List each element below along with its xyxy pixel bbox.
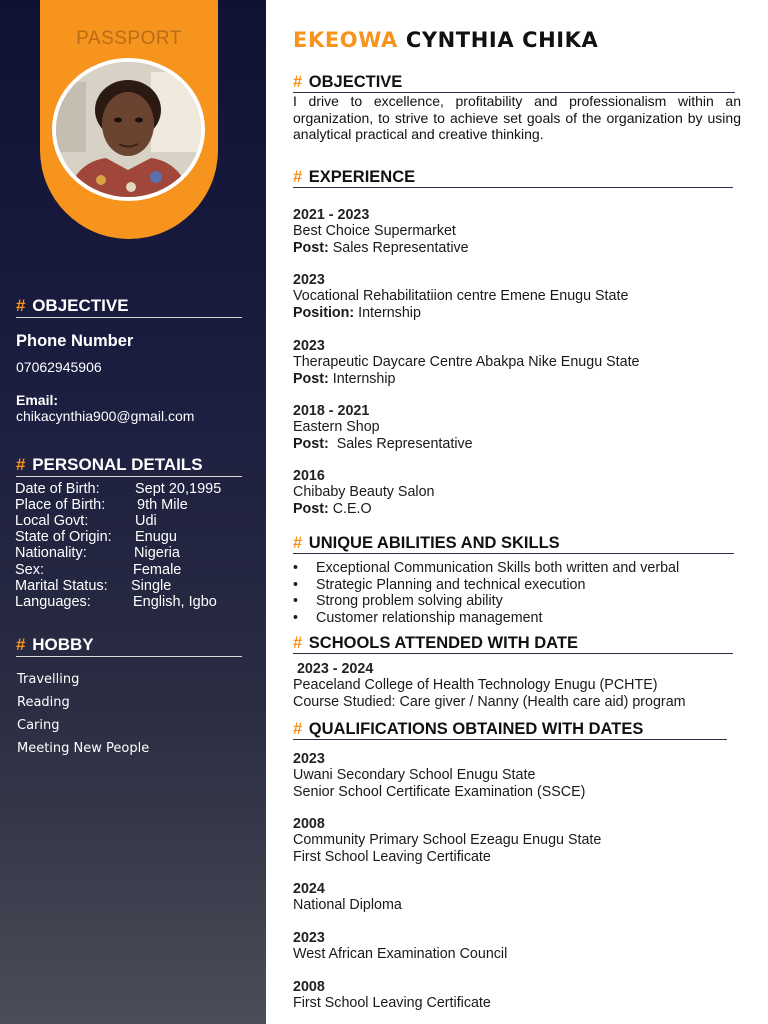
personal-row	[15, 529, 177, 545]
experience-role	[293, 371, 640, 387]
heading-text: UNIQUE ABILITIES AND SKILLS	[308, 534, 560, 552]
experience-entry	[293, 468, 434, 517]
other-names: CYNTHIA CHIKA	[405, 28, 599, 52]
experience-place: Eastern Shop	[293, 419, 380, 436]
personal-label: State of Origin:	[15, 529, 112, 545]
skills-heading	[293, 534, 734, 554]
school-years: 2023 - 2024	[293, 661, 374, 677]
personal-row	[15, 545, 180, 561]
qualification-line: Senior School Certificate Examination (SSCE)	[293, 783, 586, 800]
role-label: Post:	[293, 435, 329, 452]
schools-heading	[293, 634, 733, 654]
experience-role	[293, 436, 473, 452]
experience-place: Best Choice Supermarket	[293, 223, 456, 240]
sidebar	[0, 0, 266, 1024]
role-label: Post:	[293, 370, 329, 387]
qualification-entry	[293, 881, 402, 914]
heading-text: OBJECTIVE	[32, 296, 129, 315]
hobby-item: Caring	[17, 718, 60, 733]
experience-entry	[293, 338, 640, 387]
qualification-line: Community Primary School Ezeagu Enugu State	[293, 832, 602, 849]
personal-row	[15, 578, 172, 594]
passport-label: PASSPORT	[76, 28, 182, 49]
personal-details-heading	[16, 455, 242, 477]
personal-label: Sex:	[15, 562, 45, 578]
personal-row	[15, 562, 182, 578]
phone-label: Phone Number	[16, 332, 134, 350]
experience-role	[293, 240, 469, 256]
personal-row	[15, 481, 222, 497]
experience-years: 2016	[293, 468, 325, 484]
qualification-line: First School Leaving Certificate	[293, 848, 491, 865]
qualification-entry	[293, 930, 507, 963]
role-label: Post:	[293, 239, 329, 256]
qualification-line: First School Leaving Certificate	[293, 995, 491, 1012]
experience-years: 2023	[293, 272, 325, 288]
qualification-entry	[293, 751, 585, 800]
experience-role	[293, 305, 628, 321]
skill-item	[293, 593, 679, 610]
passport-tab	[40, 0, 218, 239]
qualification-entry	[293, 816, 601, 865]
role-value: C.E.O	[328, 500, 372, 517]
heading-text: EXPERIENCE	[308, 168, 416, 186]
skill-text: Strong problem solving ability	[316, 593, 503, 609]
bullet-icon: •	[293, 593, 299, 609]
hobby-heading	[16, 635, 242, 657]
hash-mark: #	[16, 296, 26, 315]
personal-value: Female	[133, 562, 182, 578]
personal-label: Place of Birth:	[15, 497, 106, 513]
experience-place: Vocational Rehabilitatiion centre Emene Enugu State	[293, 288, 629, 305]
personal-label: Nationality:	[15, 545, 87, 561]
personal-row	[15, 513, 157, 529]
full-name	[293, 28, 598, 52]
objective-heading	[293, 73, 735, 93]
heading-text: QUALIFICATIONS OBTAINED WITH DATES	[308, 720, 644, 738]
personal-row	[15, 497, 188, 513]
personal-label: Local Govt:	[15, 513, 89, 529]
personal-value: Enugu	[135, 529, 177, 545]
first-name: EKEOWA	[293, 28, 398, 52]
profile-photo	[52, 58, 205, 201]
role-label: Post:	[293, 500, 329, 517]
experience-entry	[293, 207, 469, 256]
skills-list	[293, 560, 679, 626]
qualification-year: 2008	[293, 816, 325, 832]
role-value: Sales Representative	[328, 239, 469, 256]
skill-item	[293, 560, 679, 577]
sidebar-objective-heading	[16, 296, 242, 318]
qualification-entry	[293, 979, 491, 1012]
hobby-item: Meeting New People	[17, 741, 150, 756]
skill-text: Strategic Planning and technical execution	[316, 576, 586, 593]
personal-label: Marital Status:	[15, 578, 108, 594]
hash-mark: #	[293, 634, 303, 652]
qualification-line: National Diploma	[293, 897, 402, 914]
experience-heading	[293, 168, 733, 188]
hash-mark: #	[293, 168, 303, 186]
personal-label: Languages:	[15, 594, 91, 610]
bullet-icon: •	[293, 609, 299, 626]
qualification-year: 2008	[293, 979, 325, 995]
personal-value: 9th Mile	[137, 497, 188, 513]
role-label: Position:	[293, 304, 355, 321]
qualification-line: Uwani Secondary School Enugu State	[293, 767, 536, 784]
experience-place: Therapeutic Daycare Centre Abakpa Nike Enugu State	[293, 354, 640, 371]
personal-row	[15, 594, 217, 610]
skill-text: Exceptional Communication Skills both written and verbal	[316, 560, 680, 576]
hash-mark: #	[16, 635, 26, 654]
skill-item	[293, 610, 679, 627]
school-entry	[293, 661, 686, 710]
heading-text: SCHOOLS ATTENDED WITH DATE	[308, 634, 578, 652]
experience-entry	[293, 272, 628, 321]
heading-text: HOBBY	[32, 635, 94, 654]
objective-text: I drive to excellence, profitability and professionalism within an organization, to strive to achieve set goals of the organization by using analytical practical and creative thinking.	[293, 93, 741, 142]
heading-text: OBJECTIVE	[308, 73, 403, 91]
personal-value: Single	[131, 578, 172, 594]
qualification-year: 2024	[293, 881, 325, 897]
email-address: chikacynthia900@gmail.com	[16, 408, 195, 424]
personal-value: Sept 20,1995	[135, 481, 222, 497]
experience-place: Chibaby Beauty Salon	[293, 484, 435, 501]
email-label: Email:	[16, 392, 59, 408]
course-studied: Course Studied: Care giver / Nanny (Health care aid) program	[293, 693, 686, 710]
experience-entry	[293, 403, 473, 452]
qualifications-heading	[293, 720, 727, 740]
hash-mark: #	[293, 720, 303, 738]
hash-mark: #	[293, 534, 303, 552]
role-value: Internship	[354, 304, 421, 321]
skill-item	[293, 577, 679, 594]
bullet-icon: •	[293, 576, 299, 593]
experience-years: 2021 - 2023	[293, 207, 370, 223]
phone-number: 07062945906	[16, 359, 102, 375]
qualification-line: West African Examination Council	[293, 946, 508, 963]
hobby-item: Travelling	[17, 672, 80, 687]
role-value: Sales Representative	[328, 435, 473, 452]
qualification-year: 2023	[293, 751, 325, 767]
experience-years: 2018 - 2021	[293, 403, 370, 419]
personal-value: Udi	[135, 513, 157, 529]
heading-text: PERSONAL DETAILS	[32, 455, 203, 474]
experience-role	[293, 501, 434, 517]
personal-label: Date of Birth:	[15, 481, 100, 497]
school-name: Peaceland College of Health Technology Enugu (PCHTE)	[293, 677, 658, 694]
experience-years: 2023	[293, 338, 325, 354]
skill-text: Customer relationship management	[316, 609, 543, 626]
personal-value: Nigeria	[134, 545, 180, 561]
hash-mark: #	[293, 73, 303, 91]
bullet-icon: •	[293, 560, 299, 576]
role-value: Internship	[328, 370, 396, 387]
qualification-year: 2023	[293, 930, 325, 946]
hash-mark: #	[16, 455, 26, 474]
hobby-item: Reading	[17, 695, 70, 710]
personal-value: English, Igbo	[133, 594, 217, 610]
